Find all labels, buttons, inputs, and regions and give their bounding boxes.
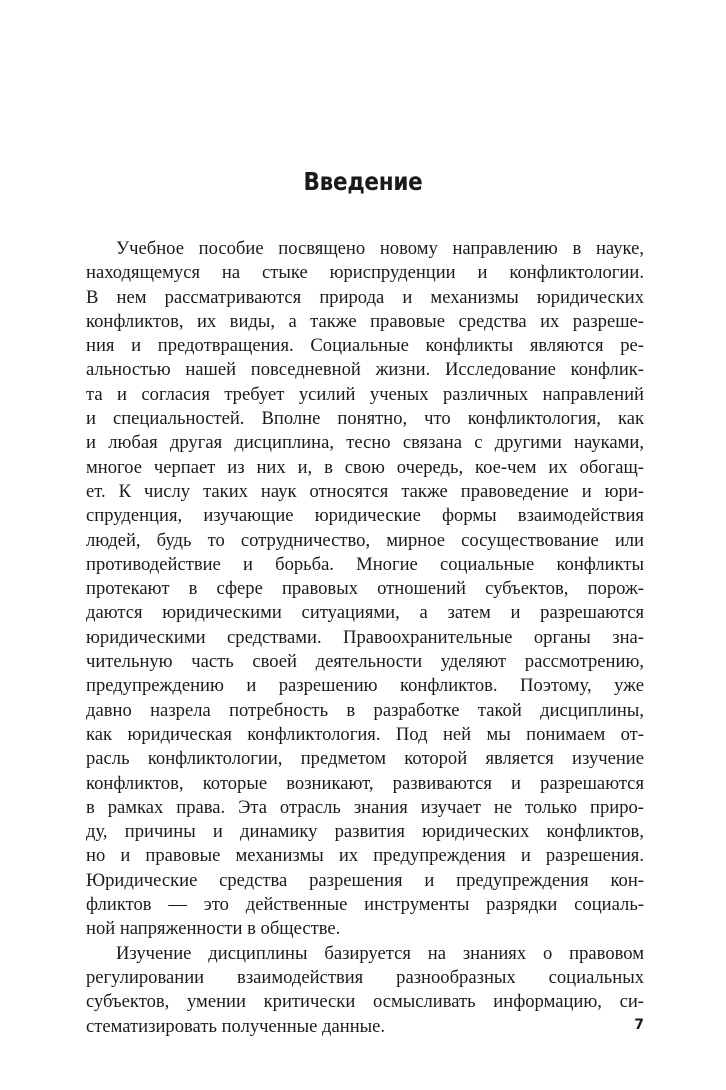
page-title: Введение <box>303 167 423 196</box>
text-line: конфликтов, их виды, а также правовые средства их разреше- <box>86 310 644 332</box>
text-line: даются юридическими ситуациями, а затем и разрешаются <box>86 602 644 624</box>
paragraph <box>86 237 644 942</box>
text-line: и специальностей. Вполне понятно, что конфликтология, как <box>86 408 644 430</box>
text-line: предупреждению и разрешению конфликтов. Поэтому, уже <box>86 675 644 697</box>
text-line: ду, причины и динамику развития юридических конфликтов, <box>86 821 644 843</box>
text-line: протекают в сфере правовых отношений субъектов, порож- <box>86 578 644 600</box>
text-line: находящемуся на стыке юриспруденции и конфликтологии. <box>86 262 644 284</box>
paragraph <box>86 942 644 1039</box>
text-line: фликтов — это действенные инструменты разрядки социаль- <box>86 894 644 916</box>
text-line: людей, будь то сотрудничество, мирное сосуществование или <box>86 529 644 551</box>
text-line: Юридические средства разрешения и предупреждения кон- <box>86 869 644 891</box>
text-line: ет. К числу таких наук относятся также правоведение и юри- <box>86 480 644 502</box>
text-line: чительную часть своей деятельности уделяют рассмотрению, <box>86 651 644 673</box>
text-line: но и правовые механизмы их предупреждения и разрешения. <box>86 845 644 867</box>
text-line: В нем рассматриваются природа и механизмы юридических <box>86 286 644 308</box>
text-line: спруденция, изучающие юридические формы взаимодействия <box>86 505 644 527</box>
body-text <box>86 237 644 1039</box>
text-line: давно назрела потребность в разработке такой дисциплины, <box>86 699 644 721</box>
text-line: ной напряженности в обществе. <box>86 918 341 940</box>
text-line: противодействие и борьба. Многие социальные конфликты <box>86 553 644 575</box>
text-line: и любая другая дисциплина, тесно связана с другими науками, <box>86 432 644 454</box>
text-line: стематизировать полученные данные. <box>86 1015 386 1037</box>
text-line: расль конфликтологии, предметом которой является изучение <box>86 748 644 770</box>
text-line: Изучение дисциплины базируется на знаниях о правовом <box>116 942 644 964</box>
text-line: как юридическая конфликтология. Под ней мы понимаем от- <box>86 723 644 745</box>
text-line: альностью нашей повседневной жизни. Исследование конфлик- <box>86 359 644 381</box>
text-line: Учебное пособие посвящено новому направлению в науке, <box>116 238 644 259</box>
text-line: ния и предотвращения. Социальные конфликты являются ре- <box>86 335 644 357</box>
text-line: многое черпает из них и, в свою очередь, кое-чем их обогащ- <box>86 456 644 478</box>
text-line: конфликтов, которые возникают, развиваются и разрешаются <box>86 772 644 794</box>
text-line: регулировании взаимодействия разнообразных социальных <box>86 966 644 988</box>
page-number: 7 <box>634 1017 644 1033</box>
text-line: та и согласия требует усилий ученых различных направлений <box>86 383 644 405</box>
text-line: в рамках права. Эта отрасль знания изучает не только приро- <box>86 796 644 818</box>
text-line: юридическими средствами. Правоохранительные органы зна- <box>86 626 644 648</box>
text-line: субъектов, умении критически осмысливать информацию, си- <box>86 991 644 1013</box>
